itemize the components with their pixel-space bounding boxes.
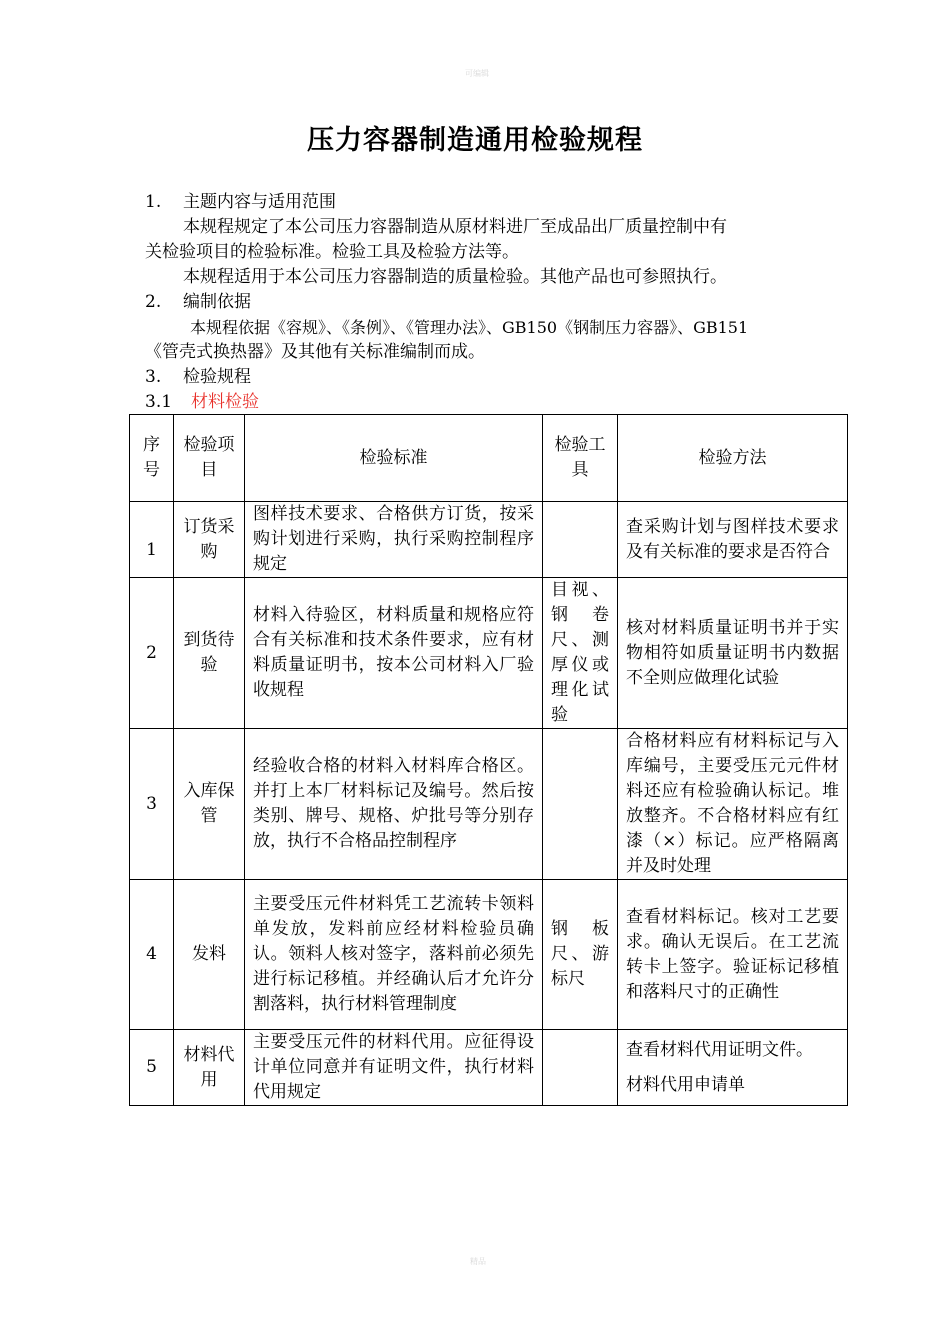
footer-watermark: 精品 bbox=[470, 1257, 486, 1266]
table-row bbox=[130, 578, 848, 729]
cell-standard: 图样技术要求、合格供方订货，按采购计划进行采购，执行采购控制程序规定 bbox=[245, 502, 543, 578]
paragraph-line: 本规程规定了本公司压力容器制造从原材料进厂至成品出厂质量控制中有 bbox=[183, 217, 727, 237]
cell-no: 3 bbox=[130, 729, 174, 880]
method-line: 材料代用申请单 bbox=[626, 1074, 745, 1095]
table-row bbox=[130, 729, 848, 880]
header-item: 检验项目 bbox=[174, 415, 245, 502]
cell-item: 材料代用 bbox=[174, 1030, 245, 1106]
inspection-table bbox=[129, 414, 848, 1106]
cell-tool: 目视、钢卷尺、测厚仪或理化试验 bbox=[543, 578, 618, 729]
cell-standard: 主要受压元件的材料代用。应征得设计单位同意并有证明文件，执行材料代用规定 bbox=[245, 1030, 543, 1106]
cell-method: 核对材料质量证明书并于实物相符如质量证明书内数据不全则应做理化试验 bbox=[618, 578, 848, 729]
section-number: 1. bbox=[145, 192, 162, 212]
page-title: 压力容器制造通用检验规程 bbox=[307, 125, 643, 156]
cell-no: 2 bbox=[130, 578, 174, 729]
header-watermark: 可编辑 bbox=[465, 69, 489, 78]
cell-no: 1 bbox=[130, 502, 174, 578]
cell-no: 5 bbox=[130, 1030, 174, 1106]
section-3-heading bbox=[145, 365, 251, 390]
section-title: 材料检验 bbox=[191, 392, 259, 412]
section-number: 3. bbox=[145, 367, 162, 387]
method-line: 查看材料代用证明文件。 bbox=[626, 1039, 813, 1060]
paragraph-line: 关检验项目的检验标准。检验工具及检验方法等。 bbox=[145, 242, 519, 262]
section-title: 检验规程 bbox=[183, 367, 251, 387]
cell-tool bbox=[543, 502, 618, 578]
section-3-1-heading bbox=[145, 390, 259, 415]
table-row bbox=[130, 1030, 848, 1106]
cell-standard: 主要受压元件材料凭工艺流转卡领料单发放，发料前应经材料检验员确认。领料人核对签字，落料前必须先进行标记移植。并经确认后才允许分割落料，执行材料管理制度 bbox=[245, 880, 543, 1030]
cell-method: 查看材料标记。核对工艺要求。确认无误后。在工艺流转卡上签字。验证标记移植和落料尺寸的正确性 bbox=[618, 880, 848, 1030]
section-1-heading bbox=[145, 190, 336, 215]
header-no: 序号 bbox=[130, 415, 174, 502]
paragraph-line: 本规程适用于本公司压力容器制造的质量检验。其他产品也可参照执行。 bbox=[183, 267, 727, 287]
section-title: 主题内容与适用范围 bbox=[183, 192, 336, 212]
cell-item: 发料 bbox=[174, 880, 245, 1030]
cell-method: 合格材料应有材料标记与入库编号，主要受压元元件材料还应有检验确认标记。堆放整齐。不合格材料应有红漆（×）标记。应严格隔离并及时处理 bbox=[618, 729, 848, 880]
table-row bbox=[130, 880, 848, 1030]
section-number: 2. bbox=[145, 292, 162, 312]
cell-item: 订货采购 bbox=[174, 502, 245, 578]
header-method: 检验方法 bbox=[618, 415, 848, 502]
cell-tool: 钢板尺、游标尺 bbox=[543, 880, 618, 1030]
header-standard: 检验标准 bbox=[245, 415, 543, 502]
table-row bbox=[130, 502, 848, 578]
table-header-row bbox=[130, 415, 848, 502]
paragraph-line: 本规程依据《容规》、《条例》、《管理办法》、GB150《钢制压力容器》、GB151 bbox=[190, 318, 749, 337]
section-2-heading bbox=[145, 290, 251, 315]
cell-tool bbox=[543, 1030, 618, 1106]
section-number: 3.1 bbox=[145, 392, 173, 412]
cell-method bbox=[618, 1030, 848, 1106]
paragraph-line: 《管壳式换热器》及其他有关标准编制而成。 bbox=[145, 342, 485, 362]
section-title: 编制依据 bbox=[183, 292, 251, 312]
cell-standard: 经验收合格的材料入材料库合格区。并打上本厂材料标记及编号。然后按类别、牌号、规格、炉批号等分别存放，执行不合格品控制程序 bbox=[245, 729, 543, 880]
header-tool: 检验工具 bbox=[543, 415, 618, 502]
cell-item: 入库保管 bbox=[174, 729, 245, 880]
cell-standard: 材料入待验区，材料质量和规格应符合有关标准和技术条件要求，应有材料质量证明书，按本公司材料入厂验收规程 bbox=[245, 578, 543, 729]
cell-method: 查采购计划与图样技术要求及有关标准的要求是否符合 bbox=[618, 502, 848, 578]
cell-no: 4 bbox=[130, 880, 174, 1030]
cell-tool bbox=[543, 729, 618, 880]
cell-item: 到货待验 bbox=[174, 578, 245, 729]
